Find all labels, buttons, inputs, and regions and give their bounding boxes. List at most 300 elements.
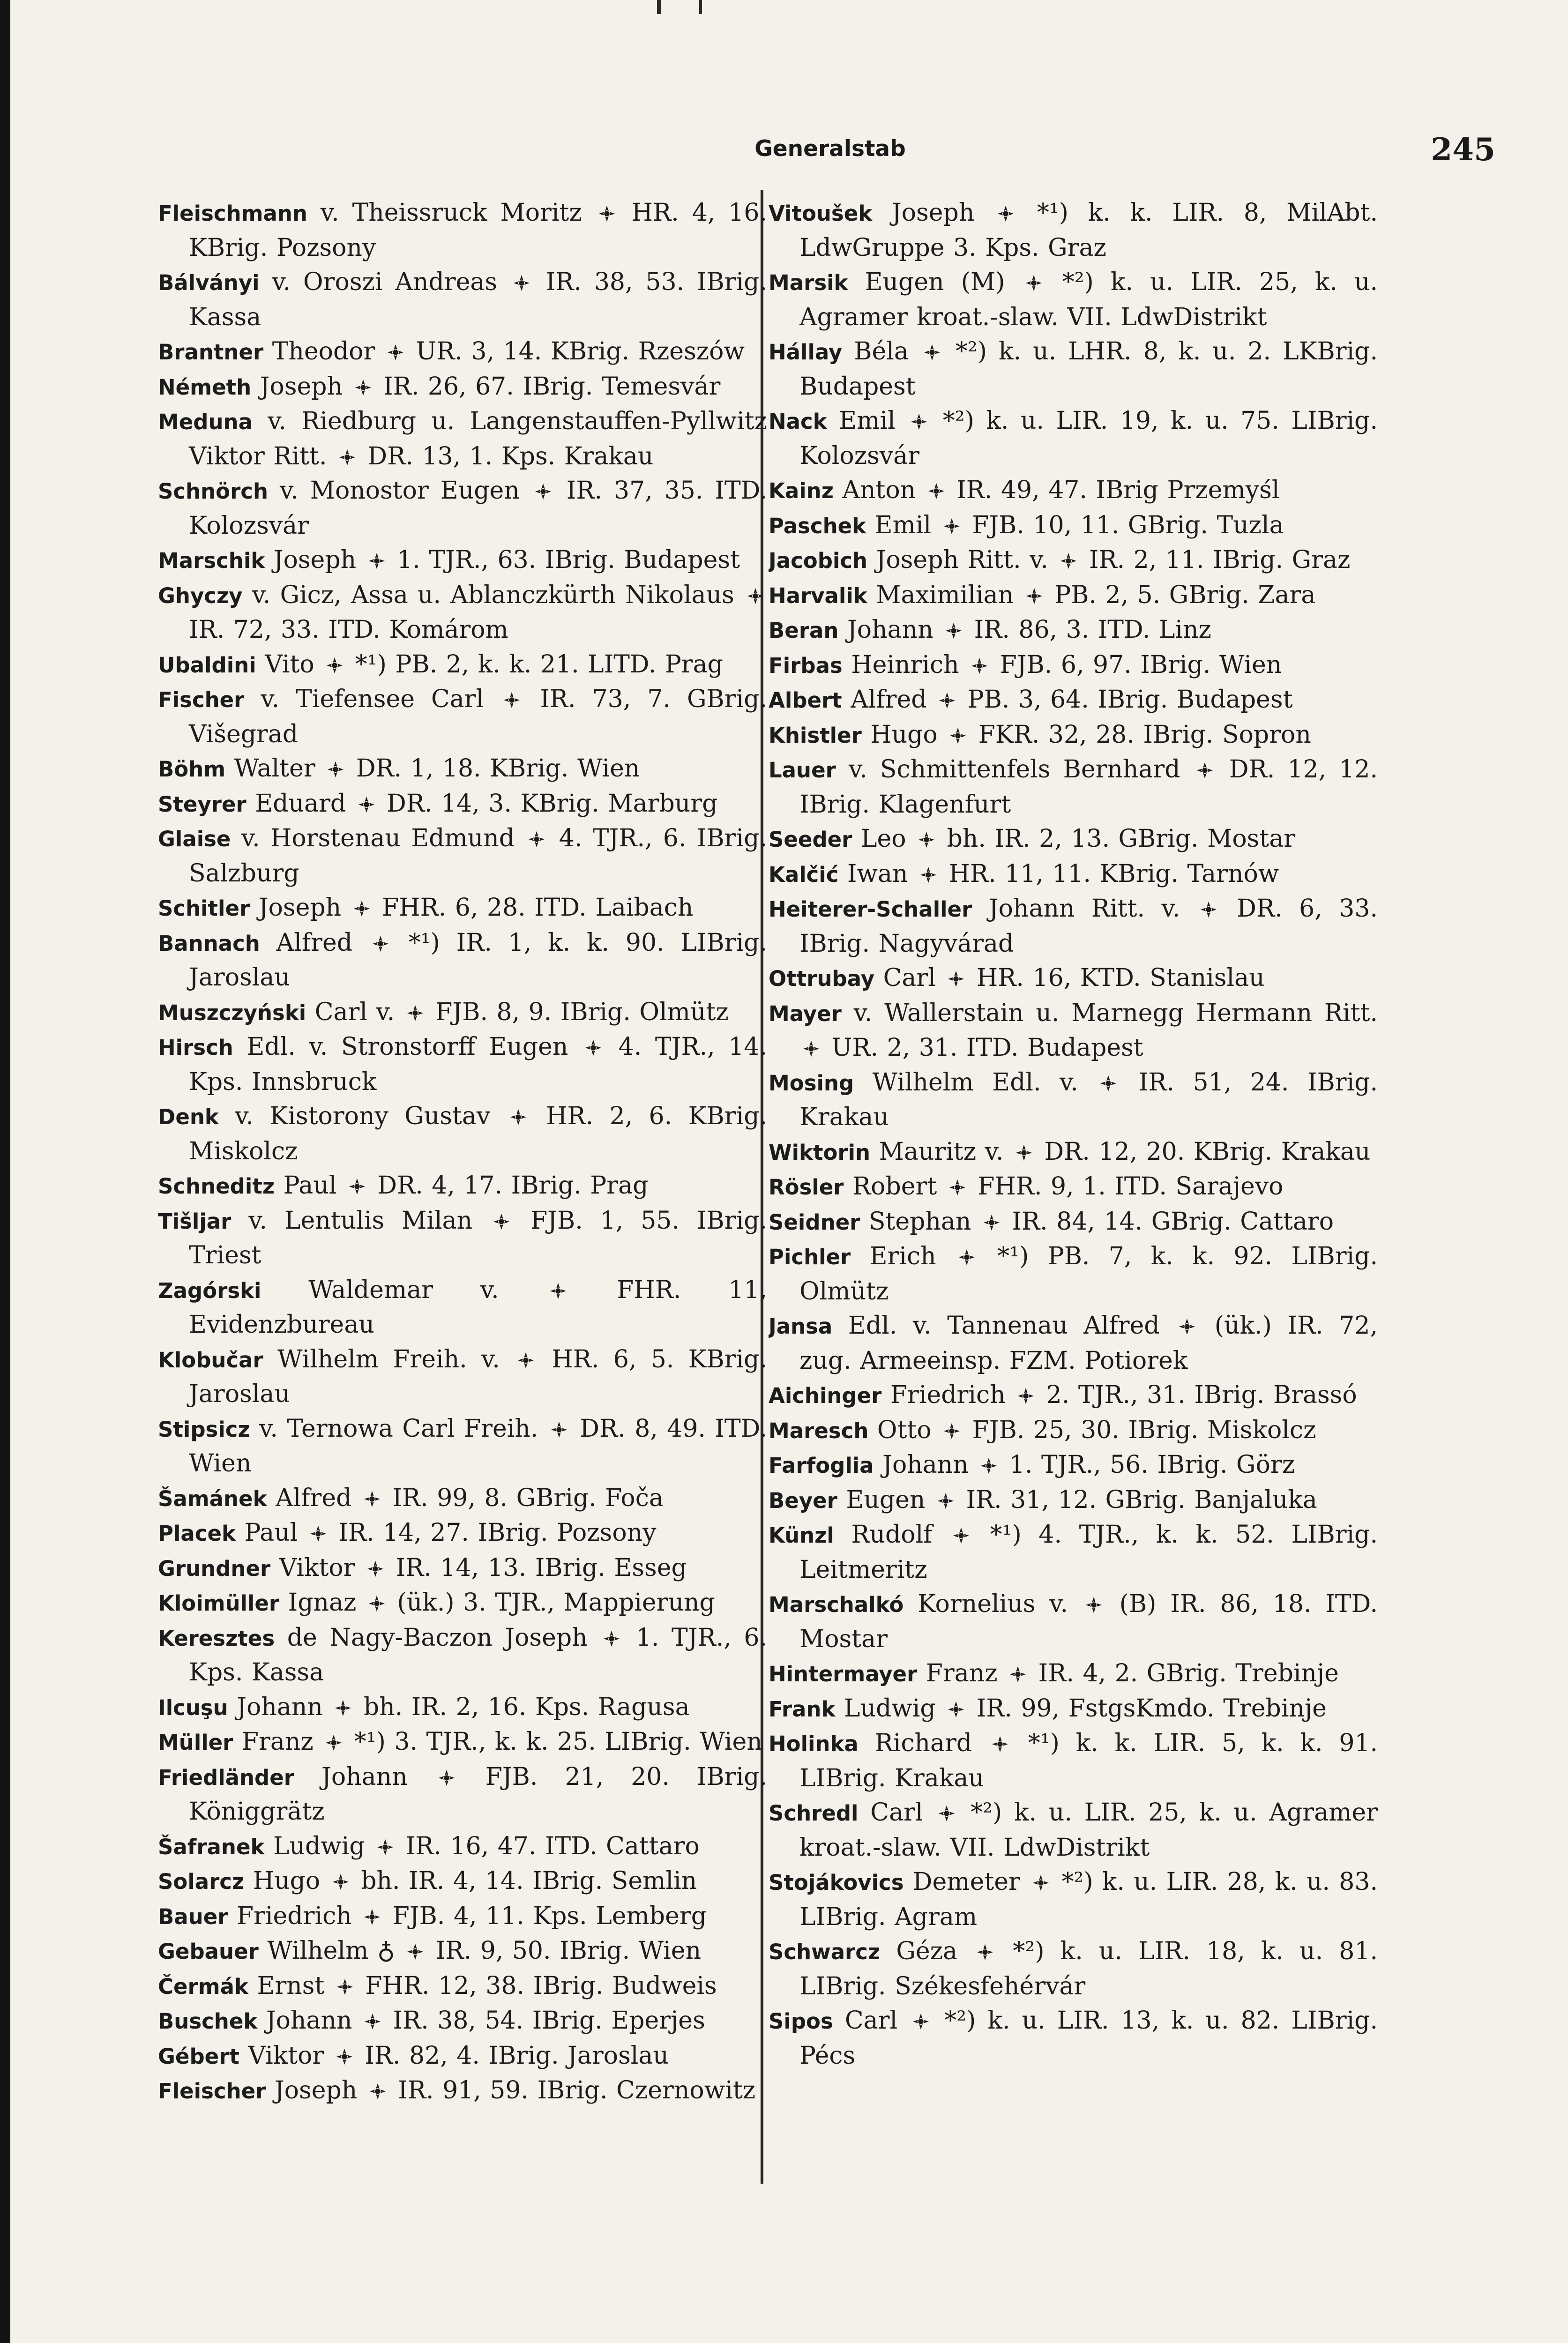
directory-entry (158, 2074, 767, 2109)
entry-text: DR. 4, 17. IBrig. Prag (368, 1172, 649, 1200)
directory-entry (158, 648, 767, 683)
entry-text: bh. IR. 2, 16. Kps. Ragusa (355, 1693, 690, 1721)
entry-text: *²) k. u. LIR. 25, k. u. Agramer kroat.-slaw. VII. LdwDistrikt (799, 268, 1378, 331)
entry-text: (ük.) 3. TJR., Mappierung (388, 1589, 715, 1617)
directory-entry (769, 1170, 1378, 1205)
entry-text: Ludwig (844, 1694, 945, 1723)
directory-entry (158, 1725, 767, 1760)
directory-entry (769, 683, 1378, 718)
directory-entry (158, 1099, 767, 1169)
entry-text: HR. 6, 5. KBrig. Jaroslau (189, 1345, 767, 1408)
entry-text: v. Schmittenfels Bernhard (848, 755, 1193, 783)
entry-text: Erich (869, 1242, 955, 1270)
entry-text: bh. IR. 4, 14. IBrig. Semlin (352, 1867, 697, 1895)
page-number: 245 (1431, 131, 1495, 168)
entry-text: Otto (877, 1416, 941, 1444)
directory-entry (158, 752, 767, 787)
entry-text: Waldemar v. (308, 1276, 546, 1304)
entry-surname: Beran (769, 618, 839, 643)
entry-text: 1. TJR., 63. IBrig. Budapest (388, 546, 740, 574)
entry-text: FJB. 1, 55. IBrig. Triest (189, 1206, 767, 1269)
entry-surname: Schitler (158, 896, 250, 921)
order-cross-icon (945, 622, 963, 640)
order-cross-icon (938, 1805, 956, 1822)
order-cross-icon (1099, 1074, 1117, 1092)
order-cross-icon (938, 692, 956, 709)
order-cross-icon (513, 274, 530, 292)
entry-surname: Albert (769, 688, 842, 713)
order-cross-icon (309, 1525, 327, 1543)
entry-text: FJB. 6, 97. IBrig. Wien (991, 650, 1282, 679)
entry-text: Edl. v. Stronstorff Eugen (246, 1033, 582, 1061)
order-cross-icon (358, 796, 375, 813)
order-cross-icon (364, 2013, 381, 2030)
entry-text: *²) k. u. LIR. 19, k. u. 75. LIBrig. Kolozsvár (799, 407, 1378, 470)
entry-surname: Beyer (769, 1488, 837, 1513)
entry-text: IR. 73, 7. GBrig. Višegrad (189, 685, 767, 748)
entry-text: Ludwig (273, 1832, 374, 1860)
entry-text: HR. 2, 6. KBrig. Miskolcz (189, 1102, 767, 1165)
directory-entry (158, 1760, 767, 1829)
entry-text: Joseph Ritt. v. (876, 546, 1057, 574)
directory-entry (769, 196, 1378, 265)
order-cross-icon (438, 1769, 455, 1787)
entry-text: IR. 26, 67. IBrig. Temesvár (374, 372, 721, 401)
entry-text: IR. 14, 27. IBrig. Pozsony (329, 1519, 657, 1547)
order-cross-icon (336, 1978, 354, 1996)
order-cross-icon (584, 1039, 602, 1057)
entry-surname: Seeder (769, 827, 852, 852)
order-cross-icon (997, 205, 1015, 223)
directory-entry (158, 2004, 767, 2039)
entry-surname: Böhm (158, 757, 226, 782)
left-column (158, 196, 767, 2211)
directory-entry (769, 578, 1378, 613)
entry-surname: Künzl (769, 1523, 834, 1548)
order-cross-icon (1196, 761, 1214, 779)
entry-surname: Grundner (158, 1556, 271, 1581)
entry-text: Alfred (276, 1484, 360, 1512)
entry-text: 4. TJR., 6. IBrig. Salzburg (189, 824, 767, 888)
entry-text: Ernst (257, 1971, 333, 2000)
entry-text: Wilhelm Edl. v. (872, 1068, 1097, 1097)
scan-artifact (657, 0, 661, 14)
order-cross-icon (1178, 1318, 1196, 1336)
directory-entry (769, 1692, 1378, 1727)
entry-surname: Marschalkó (769, 1592, 904, 1617)
directory-entry (158, 1273, 767, 1343)
entry-text: FHR. 12, 38. IBrig. Budweis (356, 1971, 717, 2000)
entry-text: FJB. 25, 30. IBrig. Miskolcz (963, 1416, 1316, 1444)
entry-text: Joseph (891, 199, 994, 227)
entry-text: v. Ternowa Carl Freih. (259, 1414, 547, 1443)
directory-entry (158, 370, 767, 405)
order-cross-icon (991, 1735, 1009, 1753)
order-cross-icon (406, 1004, 424, 1022)
entry-text: Edl. v. Tannenau Alfred (848, 1312, 1176, 1340)
order-cross-icon (354, 379, 372, 396)
directory-entry (769, 822, 1378, 857)
entry-surname: Schneditz (158, 1174, 275, 1199)
directory-entry (158, 995, 767, 1030)
entry-text: Johann Ritt. v. (988, 895, 1197, 923)
entry-surname: Firbas (769, 653, 843, 678)
entry-surname: Gébert (158, 2044, 239, 2069)
entry-text: Wilhelm Freih. v. (277, 1345, 515, 1373)
directory-entry (769, 1796, 1378, 1865)
entry-text: Joseph (260, 372, 351, 401)
order-cross-icon (947, 1701, 965, 1718)
directory-entry (158, 1481, 767, 1516)
entry-surname: Kalčić (769, 862, 839, 887)
entry-text: FHR. 6, 28. ITD. Laibach (373, 894, 694, 922)
entry-surname: Bálványi (158, 270, 260, 295)
entry-text: Heinrich (851, 650, 968, 679)
directory-entry (769, 1413, 1378, 1448)
entry-surname: Ubaldini (158, 652, 256, 678)
order-cross-icon (1032, 1874, 1050, 1892)
entry-surname: Harvalik (769, 583, 867, 608)
entry-text: Viktor (279, 1553, 364, 1582)
entry-text: FJB. 8, 9. IBrig. Olmütz (426, 998, 729, 1026)
order-cross-icon (336, 2048, 353, 2066)
entry-surname: Jansa (769, 1314, 833, 1339)
entry-surname: Müller (158, 1730, 233, 1755)
directory-entry (158, 1586, 767, 1621)
entry-text: Theodor (272, 337, 384, 366)
entry-text: Demeter (912, 1868, 1030, 1896)
entry-text: Paul (283, 1172, 345, 1200)
entry-surname: Marschik (158, 548, 265, 573)
order-cross-icon (325, 1734, 343, 1752)
entry-surname: Denk (158, 1104, 219, 1129)
entry-text: Alfred (851, 686, 936, 714)
entry-text: HR. 11, 11. KBrig. Tarnów (940, 859, 1279, 888)
entry-text: Johann (266, 2007, 361, 2035)
entry-text: DR. 8, 49. ITD. Wien (189, 1414, 767, 1477)
order-cross-icon (353, 900, 371, 918)
directory-entry (158, 474, 767, 543)
order-cross-icon (976, 1943, 994, 1961)
entry-text: FJB. 4, 11. Kps. Lemberg (384, 1902, 707, 1930)
entry-surname: Stojákovics (769, 1870, 904, 1895)
entry-text: v. Tiefensee Carl (261, 685, 500, 713)
entry-text: DR. 12, 20. KBrig. Krakau (1035, 1137, 1371, 1166)
entry-text: 4. TJR., 14. Kps. Innsbruck (189, 1033, 767, 1096)
directory-entry (158, 1899, 767, 1934)
order-cross-icon (948, 1179, 966, 1196)
directory-entry (158, 1343, 767, 1412)
order-cross-icon (327, 761, 344, 778)
order-cross-icon (528, 830, 545, 848)
directory-entry (769, 996, 1378, 1066)
directory-entry (158, 335, 767, 370)
entry-surname: Jacobich (769, 548, 868, 573)
directory-entry (769, 473, 1378, 508)
entry-text: *¹) k. k. LIR. 5, k. k. 91. LIBrig. Krakau (799, 1729, 1378, 1792)
entry-surname: Hállay (769, 340, 843, 365)
entry-text: v. Horstenau Edmund (241, 824, 525, 852)
entry-text: *²) k. u. LHR. 8, k. u. 2. LKBrig. Budapest (799, 337, 1378, 401)
entry-text: Paul (244, 1519, 306, 1547)
order-cross-icon (376, 1838, 394, 1856)
entry-text: *²) k. u. LIR. 25, k. u. Agramer kroat.-slaw. VII. LdwDistrikt (799, 1798, 1378, 1862)
order-cross-icon (802, 1040, 820, 1058)
entry-surname: Meduna (158, 410, 253, 434)
entry-surname: Fleischmann (158, 201, 307, 226)
order-cross-icon (1025, 274, 1043, 292)
directory-entry (769, 1448, 1378, 1483)
entry-surname: Hirsch (158, 1035, 233, 1060)
entry-text: Carl (844, 2007, 910, 2035)
entry-text: IR. 72, 33. ITD. Komárom (189, 616, 508, 644)
directory-entry (158, 578, 767, 648)
entry-text: de Nagy-Baczon Joseph (287, 1623, 600, 1652)
order-cross-icon (980, 1457, 998, 1475)
entry-text: Wilhelm ♁ (267, 1937, 404, 1965)
entry-text: Carl (870, 1798, 935, 1827)
order-cross-icon (549, 1282, 567, 1300)
entry-text: IR. 9, 50. IBrig. Wien (427, 1937, 702, 1965)
order-cross-icon (937, 1492, 955, 1510)
entry-text: Vito (265, 650, 323, 679)
entry-text: IR. 37, 35. ITD. Kolozsvár (189, 477, 767, 540)
order-cross-icon (598, 205, 616, 223)
entry-text: Friedrich (890, 1381, 1015, 1409)
entry-surname: Čermák (158, 1974, 248, 1999)
directory-entry (769, 543, 1378, 578)
entry-text: IR. 49, 47. IBrig Przemyśl (948, 476, 1280, 504)
entry-surname: Keresztes (158, 1626, 275, 1651)
entry-text: IR. 2, 11. IBrig. Graz (1080, 546, 1351, 574)
entry-surname: Németh (158, 374, 252, 400)
entry-text: Walter (234, 754, 324, 783)
order-cross-icon (334, 1699, 352, 1717)
directory-entry (769, 2004, 1378, 2073)
order-cross-icon (947, 970, 965, 988)
entry-surname: Sipos (769, 2009, 833, 2034)
entry-text: Alfred (276, 928, 369, 957)
order-cross-icon (517, 1351, 535, 1369)
entry-surname: Glaise (158, 827, 231, 851)
entry-text: Mauritz v. (879, 1137, 1012, 1166)
entry-text: Rudolf (851, 1521, 950, 1549)
order-cross-icon (983, 1214, 1001, 1231)
entry-text: Stephan (868, 1207, 980, 1236)
order-cross-icon (919, 866, 937, 884)
order-cross-icon (1009, 1665, 1027, 1683)
directory-entry (769, 404, 1378, 473)
order-cross-icon (912, 2013, 930, 2030)
entry-text: IR. 99, FstgsKmdo. Trebinje (968, 1694, 1327, 1723)
order-cross-icon (923, 343, 941, 361)
entry-surname: Mosing (769, 1070, 854, 1096)
entry-text: Géza (896, 1937, 974, 1965)
entry-surname: Muszczyński (158, 1000, 306, 1025)
directory-entry (769, 1865, 1378, 1934)
entry-text: PB. 2, 5. GBrig. Zara (1045, 581, 1316, 609)
entry-text: FHR. 9, 1. ITD. Sarajevo (969, 1172, 1284, 1201)
entry-surname: Friedländer (158, 1765, 294, 1790)
directory-entry (158, 821, 767, 891)
order-cross-icon (1060, 552, 1077, 570)
entry-text: IR. 16, 47. ITD. Cattaro (397, 1832, 700, 1860)
directory-entry (158, 787, 767, 822)
entry-surname: Seidner (769, 1209, 860, 1235)
entry-text: Kornelius v. (918, 1590, 1082, 1618)
entry-text: Carl (883, 964, 945, 992)
order-cross-icon (943, 517, 961, 535)
order-cross-icon (493, 1213, 510, 1231)
entry-text: v. Theissruck Moritz (320, 199, 595, 227)
entry-text: Franz (241, 1728, 322, 1756)
order-cross-icon (368, 552, 386, 570)
entry-text: Eduard (255, 789, 355, 818)
entry-text: IR. 84, 14. GBrig. Cattaro (1003, 1207, 1334, 1236)
entry-text: Joseph (258, 894, 350, 922)
order-cross-icon (910, 413, 928, 431)
entry-surname: Fischer (158, 687, 245, 712)
directory-entry (158, 1204, 767, 1273)
directory-entry (769, 335, 1378, 404)
order-cross-icon (372, 935, 389, 953)
directory-entry (769, 265, 1378, 335)
entry-text: Leo (860, 825, 915, 853)
entry-text: Ignaz (288, 1589, 365, 1617)
order-cross-icon (363, 1490, 381, 1508)
order-cross-icon (363, 1908, 381, 1926)
entry-surname: Ilcuşu (158, 1695, 228, 1720)
entry-text: Eugen (M) (865, 268, 1022, 296)
entry-text: *¹) 4. TJR., k. k. 52. LIBrig. Leitmeritz (799, 1521, 1378, 1584)
entry-text: FHR. 11, Evidenzbureau (189, 1276, 767, 1339)
directory-entry (158, 1690, 767, 1725)
entry-text: DR. 14, 3. KBrig. Marburg (378, 789, 718, 818)
entry-text: Hugo (253, 1867, 329, 1895)
directory-entry (158, 1969, 767, 2004)
entry-text: Maximilian (876, 581, 1023, 609)
directory-entry (769, 613, 1378, 648)
entry-surname: Holinka (769, 1731, 859, 1756)
directory-entry (158, 1934, 767, 1969)
directory-entry (769, 1934, 1378, 2004)
entry-text: Anton (842, 476, 925, 504)
directory-entry (769, 1726, 1378, 1796)
entry-text: IR. 38, 53. IBrig. Kassa (189, 268, 767, 331)
directory-entry (158, 926, 767, 995)
directory-entry (769, 648, 1378, 683)
directory-entry (769, 1239, 1378, 1309)
directory-entry (769, 961, 1378, 996)
running-title: Generalstab (754, 136, 906, 162)
order-cross-icon (1015, 1144, 1033, 1162)
entry-surname: Khistler (769, 723, 862, 748)
directory-entry (158, 196, 767, 265)
directory-entry (769, 718, 1378, 753)
entry-surname: Marsik (769, 270, 848, 295)
directory-entry (769, 1518, 1378, 1587)
entry-text: *¹) PB. 2, k. k. 21. LITD. Prag (346, 650, 723, 679)
entry-text: Béla (854, 337, 920, 366)
entry-text: *¹) IR. 1, k. k. 90. LIBrig. Jaroslau (189, 928, 767, 992)
directory-entry (769, 1135, 1378, 1170)
order-cross-icon (1200, 901, 1217, 918)
entry-text: 2. TJR., 31. IBrig. Brassó (1038, 1381, 1357, 1409)
entry-surname: Zagórski (158, 1278, 261, 1303)
order-cross-icon (1017, 1387, 1035, 1405)
directory-entry (158, 891, 767, 926)
entry-text: v. Lentulis Milan (248, 1206, 490, 1235)
entry-text: v. Riedburg u. Langenstauffen-Pyllwitz Viktor Ritt. (189, 407, 767, 470)
entry-text: IR. 91, 59. IBrig. Czernowitz (389, 2076, 756, 2104)
entry-text: IR. 86, 3. ITD. Linz (965, 616, 1211, 644)
directory-entry (769, 1205, 1378, 1240)
order-cross-icon (326, 657, 343, 674)
entry-text: HR. 4, 16. KBrig. Pozsony (189, 199, 767, 262)
entry-surname: Schredl (769, 1801, 859, 1826)
order-cross-icon (387, 343, 404, 361)
directory-entry (769, 508, 1378, 544)
entry-text: Friedrich (236, 1902, 361, 1930)
entry-text: Joseph (273, 546, 365, 574)
entry-surname: Ghyczy (158, 583, 243, 608)
directory-entry (769, 1587, 1378, 1657)
directory-entry (158, 543, 767, 578)
order-cross-icon (958, 1248, 976, 1266)
entry-text: UR. 2, 31. ITD. Budapest (823, 1034, 1143, 1062)
order-cross-icon (338, 448, 356, 466)
entry-text: *¹) PB. 7, k. k. 92. LIBrig. Olmütz (799, 1242, 1378, 1306)
order-cross-icon (503, 691, 521, 709)
entry-surname: Rösler (769, 1175, 844, 1200)
entry-text: IR. 82, 4. IBrig. Jaroslau (356, 2041, 669, 2070)
order-cross-icon (509, 1108, 527, 1126)
entry-surname: Maresch (769, 1418, 869, 1443)
entry-text: Johann (321, 1762, 435, 1791)
entry-surname: Aichinger (769, 1383, 882, 1408)
order-cross-icon (550, 1421, 568, 1439)
entry-text: 1. TJR., 56. IBrig. Görz (1001, 1451, 1295, 1479)
order-cross-icon (971, 657, 988, 675)
entry-text: UR. 3, 14. KBrig. Rzeszów (407, 337, 745, 366)
entry-text: Emil (874, 511, 940, 539)
entry-text: Franz (926, 1659, 1007, 1687)
entry-text: Iwan (847, 859, 917, 888)
entry-text: DR. 12, 12. IBrig. Klagenfurt (799, 755, 1378, 819)
entry-text: Johann (882, 1451, 978, 1479)
order-cross-icon (952, 1527, 970, 1545)
entry-text: DR. 1, 18. KBrig. Wien (347, 754, 640, 783)
directory-entry (769, 1483, 1378, 1518)
entry-surname: Solarcz (158, 1869, 245, 1894)
directory-entry (158, 404, 767, 474)
directory-entry (158, 1169, 767, 1204)
entry-surname: Gebauer (158, 1939, 259, 1964)
entry-surname: Tišljar (158, 1209, 231, 1234)
entry-text: v. Wallerstain u. Marnegg Hermann Ritt. (853, 999, 1378, 1027)
entry-text: Eugen (846, 1485, 934, 1514)
entry-text: *¹) 3. TJR., k. k. 25. LIBrig. Wien (345, 1728, 762, 1756)
entry-surname: Šafranek (158, 1834, 265, 1859)
order-cross-icon (332, 1873, 350, 1891)
entry-text: Emil (839, 407, 908, 435)
order-cross-icon (918, 831, 935, 849)
entry-text: Johann (237, 1693, 332, 1721)
entry-surname: Schnörch (158, 479, 268, 504)
entry-surname: Paschek (769, 513, 866, 538)
entry-text: (ük.) IR. 72, zug. Armeeinsp. FZM. Potiorek (799, 1312, 1378, 1375)
entry-surname: Frank (769, 1696, 836, 1722)
